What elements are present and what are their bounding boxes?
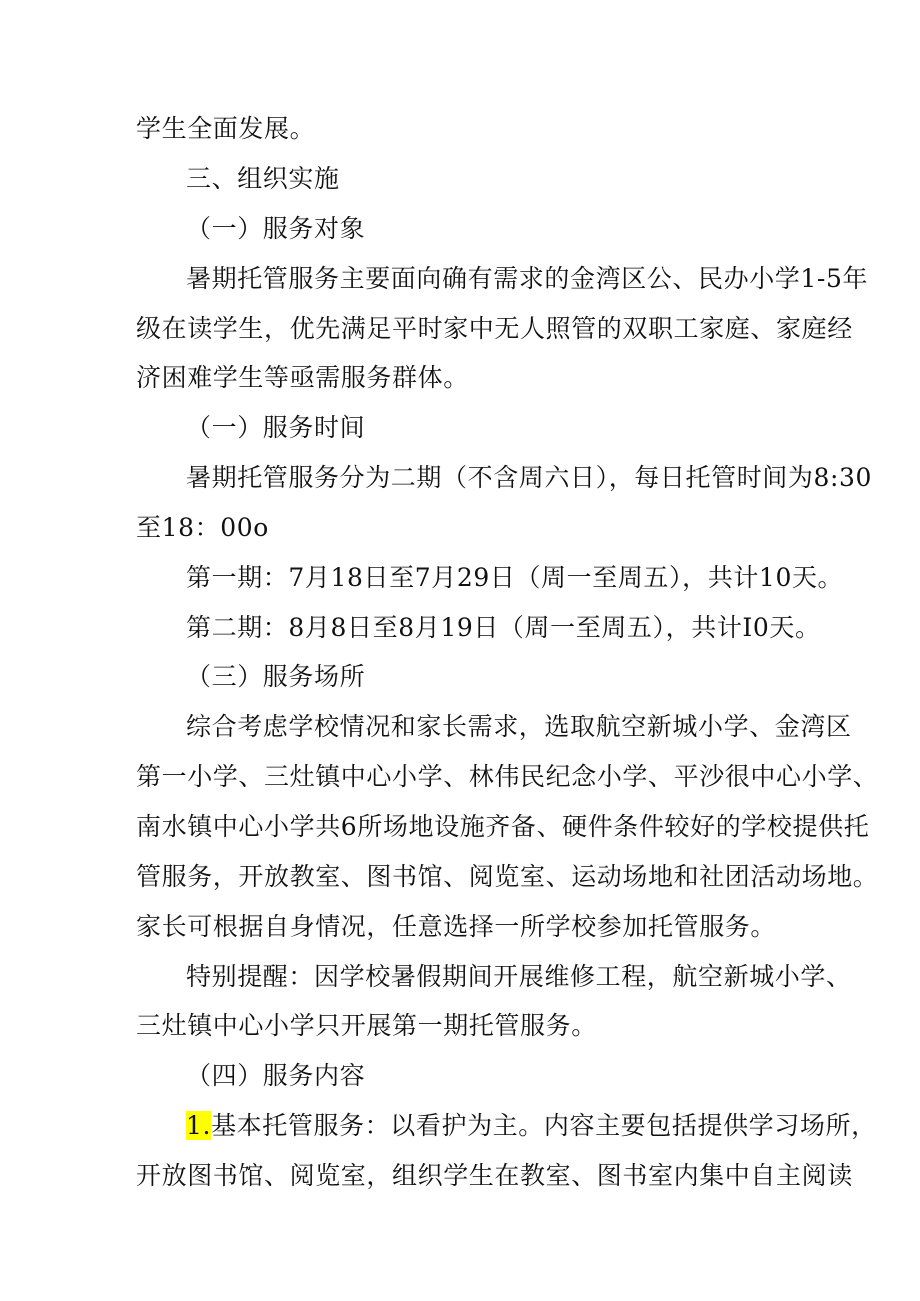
subsection-heading: （四）服务内容 bbox=[186, 1061, 366, 1090]
subsection-heading: （一）服务对象 bbox=[186, 214, 366, 243]
text-line: 级在读学生，优先满足平时家中无人照管的双职工家庭、家庭经 bbox=[136, 314, 853, 343]
text-line: 家长可根据自身情况，任意选择一所学校参加托管服务。 bbox=[136, 912, 777, 941]
section-heading: 三、组织实施 bbox=[186, 164, 340, 193]
text-line: 至18：00o bbox=[136, 513, 269, 542]
text-line: 第二期：8月8日至8月19日（周一至周五），共计I0天。 bbox=[186, 613, 821, 642]
text-line: 第一小学、三灶镇中心小学、林伟民纪念小学、平沙很中心小学、 bbox=[136, 762, 879, 791]
list-marker: 1. bbox=[186, 1111, 212, 1140]
text-line: 开放图书馆、阅览室，组织学生在教室、图书室内集中自主阅读 bbox=[136, 1161, 853, 1190]
list-item bbox=[186, 1109, 877, 1143]
text-line: 管服务，开放教室、图书馆、阅览室、运动场地和社团活动场地。 bbox=[136, 862, 879, 891]
list-item-text: 基本托管服务：以看护为主。内容主要包括提供学习场所， bbox=[211, 1111, 877, 1140]
text-line: 学生全面发展。 bbox=[136, 114, 316, 143]
text-line: 济困难学生等亟需服务群体。 bbox=[136, 363, 469, 392]
subsection-heading: （一）服务时间 bbox=[186, 413, 366, 442]
subsection-heading: （三）服务场所 bbox=[186, 662, 366, 691]
text-line: 三灶镇中心小学只开展第一期托管服务。 bbox=[136, 1011, 597, 1040]
text-line: 第一期：7月18日至7月29日（周一至周五），共计10天。 bbox=[186, 563, 844, 592]
text-line: 南水镇中心小学共6所场地设施齐备、硬件条件较好的学校提供托 bbox=[136, 812, 870, 841]
text-line: 特别提醒：因学校暑假期间开展维修工程，航空新城小学、 bbox=[186, 962, 852, 991]
text-line: 综合考虑学校情况和家长需求，选取航空新城小学、金湾区 bbox=[186, 712, 852, 741]
text-line: 暑期托管服务分为二期（不含周六日），每日托管时间为8:30 bbox=[186, 463, 873, 492]
text-line: 暑期托管服务主要面向确有需求的金湾区公、民办小学1-5年 bbox=[186, 264, 869, 293]
